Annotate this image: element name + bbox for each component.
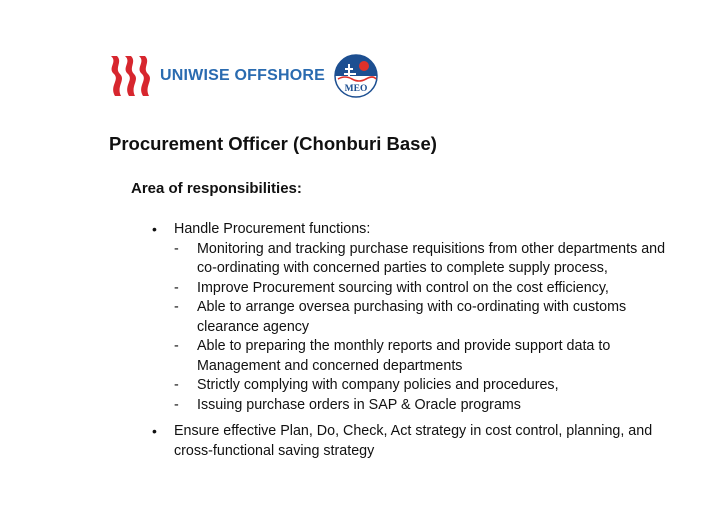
list-item xyxy=(150,422,670,461)
sub-list-item-text: Improve Procurement sourcing with control on the cost efficiency, xyxy=(197,279,609,296)
sub-list-item xyxy=(174,337,670,376)
sub-list-item xyxy=(174,240,670,279)
meo-logo xyxy=(334,54,378,98)
sub-list-item xyxy=(174,298,670,337)
company-name: UNIWISE OFFSHORE xyxy=(160,67,325,84)
dash-icon: - xyxy=(174,279,179,296)
sub-list-item-text: Monitoring and tracking purchase requisitions from other departments and co-ordinating with concerned parties to complete supply process, xyxy=(197,240,666,276)
sub-list-item xyxy=(174,396,670,416)
list-item-text: Ensure effective Plan, Do, Check, Act strategy in cost control, planning, and cross-functional saving strategy xyxy=(174,423,653,459)
section-heading: Area of responsibilities: xyxy=(131,180,302,197)
sub-list-item xyxy=(174,376,670,396)
dash-icon: - xyxy=(174,396,179,413)
page-title: Procurement Officer (Chonburi Base) xyxy=(109,133,437,154)
sub-list-item-text: Issuing purchase orders in SAP & Oracle programs xyxy=(197,396,521,413)
dash-icon: - xyxy=(174,240,179,257)
header-logos xyxy=(108,53,378,99)
list-item xyxy=(150,220,670,415)
dash-icon: - xyxy=(174,377,179,393)
sub-list xyxy=(174,240,670,416)
responsibilities-list xyxy=(150,220,670,461)
bullet-icon: • xyxy=(152,423,157,439)
uniwise-logo-mark xyxy=(108,54,154,98)
dash-icon: - xyxy=(174,299,179,315)
bullet-icon: • xyxy=(152,221,157,237)
dash-icon: - xyxy=(174,338,179,354)
sub-list-item-text: Able to preparing the monthly reports and provide support data to Management and concerned departments xyxy=(197,338,611,374)
sub-list-item xyxy=(174,279,670,299)
sub-list-item-text: Strictly complying with company policies and procedures, xyxy=(197,377,559,393)
meo-logo-text: MEO xyxy=(344,84,368,94)
list-item-text: Handle Procurement functions: xyxy=(174,221,371,237)
sub-list-item-text: Able to arrange oversea purchasing with co-ordinating with customs clearance agency xyxy=(197,299,627,335)
